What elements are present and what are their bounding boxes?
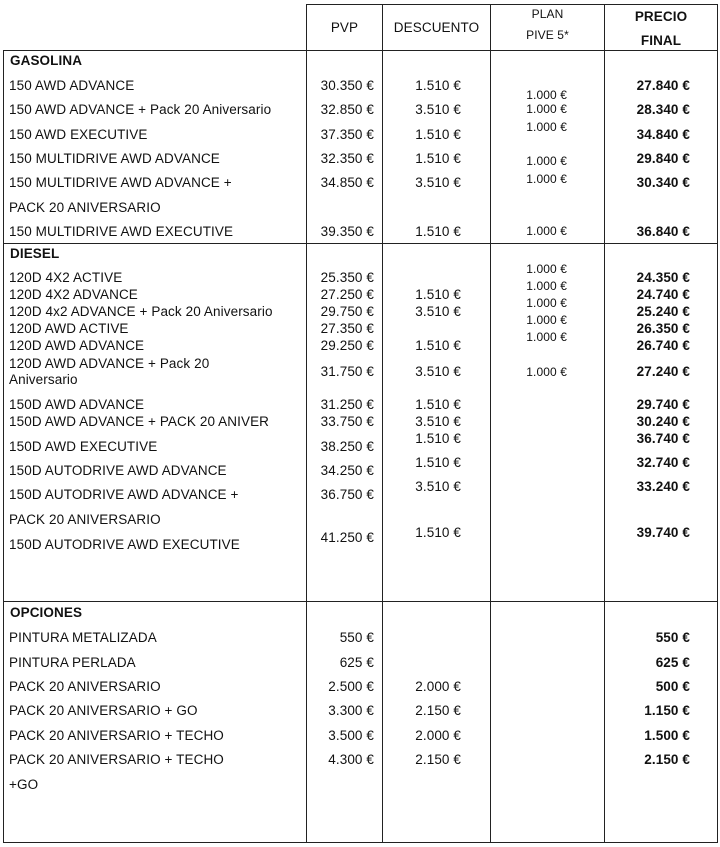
row-descuento: 3.510 € [415, 304, 461, 319]
row-model: 150 AWD ADVANCE + Pack 20 Aniversario [9, 102, 272, 117]
row-pvp: 25.350 € [320, 270, 374, 285]
row-precio-final: 32.740 € [636, 455, 690, 470]
section-title-gasolina: GASOLINA [10, 53, 83, 68]
row-descuento: 1.510 € [415, 525, 461, 540]
row-descuento: 3.510 € [415, 175, 461, 190]
row-plan-pive: 1.000 € [526, 296, 567, 310]
row-model: 120D 4X2 ADVANCE [9, 287, 138, 302]
row-model: PINTURA METALIZADA [9, 630, 157, 645]
row-model: 150D AWD ADVANCE + PACK 20 ANIVER [9, 414, 270, 429]
row-pvp: 27.350 € [320, 321, 374, 336]
row-descuento: 2.150 € [415, 703, 461, 718]
header-plan-line1: PLAN [531, 7, 564, 21]
row-precio-final: 625 € [655, 655, 690, 670]
row-descuento: 1.510 € [415, 224, 461, 239]
row-precio-final: 33.240 € [636, 479, 690, 494]
row-pvp: 38.250 € [320, 439, 374, 454]
row-pvp: 3.300 € [328, 703, 374, 718]
row-pvp: 29.250 € [320, 338, 374, 353]
row-model: PINTURA PERLADA [9, 655, 136, 670]
row-descuento: 1.510 € [415, 431, 461, 446]
row-plan-pive: 1.000 € [526, 365, 567, 379]
row-precio-final: 29.840 € [636, 151, 690, 166]
row-pvp: 29.750 € [320, 304, 374, 319]
header-plan-line2: PIVE 5* [526, 28, 569, 42]
row-model: 120D AWD ADVANCE [9, 338, 145, 353]
row-pvp: 39.350 € [320, 224, 374, 239]
row-precio-final: 36.840 € [636, 224, 690, 239]
row-plan-pive: 1.000 € [526, 172, 567, 186]
grid-line-top [306, 4, 718, 5]
row-pvp: 37.350 € [320, 127, 374, 142]
row-pvp: 32.850 € [320, 102, 374, 117]
row-pvp: 30.350 € [320, 78, 374, 93]
row-precio-final: 25.240 € [636, 304, 690, 319]
row-model: 120D AWD ACTIVE [9, 321, 129, 336]
row-descuento: 3.510 € [415, 364, 461, 379]
row-descuento: 1.510 € [415, 127, 461, 142]
row-plan-pive: 1.000 € [526, 120, 567, 134]
row-pvp: 31.250 € [320, 397, 374, 412]
row-plan-pive: 1.000 € [526, 224, 567, 238]
row-plan-pive: 1.000 € [526, 330, 567, 344]
row-plan-pive: 1.000 € [526, 154, 567, 168]
row-model-continued: +GO [9, 777, 39, 792]
row-descuento: 3.510 € [415, 102, 461, 117]
row-plan-pive: 1.000 € [526, 88, 567, 102]
row-precio-final: 1.150 € [644, 703, 690, 718]
row-precio-final: 24.350 € [636, 270, 690, 285]
row-pvp: 4.300 € [328, 752, 374, 767]
row-precio-final: 27.840 € [636, 78, 690, 93]
grid-line-diesel-bottom [3, 601, 718, 602]
row-descuento: 2.000 € [415, 679, 461, 694]
row-precio-final: 29.740 € [636, 397, 690, 412]
row-model: 150 MULTIDRIVE AWD ADVANCE [9, 151, 220, 166]
row-descuento: 3.510 € [415, 414, 461, 429]
row-model-continued: PACK 20 ANIVERSARIO [9, 512, 161, 527]
row-precio-final: 26.350 € [636, 321, 690, 336]
row-precio-final: 39.740 € [636, 525, 690, 540]
row-pvp: 2.500 € [328, 679, 374, 694]
row-model: PACK 20 ANIVERSARIO + TECHO [9, 728, 224, 743]
grid-line-header-bottom [3, 50, 718, 51]
row-precio-final: 36.740 € [636, 431, 690, 446]
row-descuento: 1.510 € [415, 287, 461, 302]
row-model-continued: PACK 20 ANIVERSARIO [9, 200, 161, 215]
row-model: 150 MULTIDRIVE AWD ADVANCE + [9, 175, 232, 190]
header-precio-line1: PRECIO [634, 9, 688, 24]
row-model: 150 AWD ADVANCE [9, 78, 135, 93]
row-model: 150 AWD EXECUTIVE [9, 127, 148, 142]
row-plan-pive: 1.000 € [526, 279, 567, 293]
section-title-opciones: OPCIONES [10, 605, 83, 620]
row-descuento: 1.510 € [415, 397, 461, 412]
row-pvp: 3.500 € [328, 728, 374, 743]
grid-line-gasolina-bottom [3, 243, 718, 244]
row-precio-final: 30.240 € [636, 414, 690, 429]
grid-line-bottom [3, 842, 718, 843]
row-precio-final: 27.240 € [636, 364, 690, 379]
row-model: 150D AWD ADVANCE [9, 397, 145, 412]
row-pvp: 41.250 € [320, 530, 374, 545]
row-model: 150D AUTODRIVE AWD ADVANCE [9, 463, 227, 478]
row-precio-final: 30.340 € [636, 175, 690, 190]
row-precio-final: 1.500 € [644, 728, 690, 743]
row-descuento: 2.000 € [415, 728, 461, 743]
row-descuento: 1.510 € [415, 338, 461, 353]
row-pvp: 32.350 € [320, 151, 374, 166]
row-precio-final: 28.340 € [636, 102, 690, 117]
row-pvp: 34.850 € [320, 175, 374, 190]
row-descuento: 2.150 € [415, 752, 461, 767]
header-descuento: DESCUENTO [393, 20, 480, 35]
row-model: 120D AWD ADVANCE + Pack 20 [9, 356, 210, 371]
header-pvp: PVP [330, 20, 359, 35]
row-descuento: 3.510 € [415, 479, 461, 494]
row-precio-final: 34.840 € [636, 127, 690, 142]
row-pvp: 36.750 € [320, 487, 374, 502]
row-pvp: 34.250 € [320, 463, 374, 478]
row-plan-pive: 1.000 € [526, 262, 567, 276]
row-precio-final: 550 € [655, 630, 690, 645]
row-model-continued: Aniversario [9, 372, 78, 387]
row-pvp: 27.250 € [320, 287, 374, 302]
row-pvp: 31.750 € [320, 364, 374, 379]
row-model: 120D 4x2 ADVANCE + Pack 20 Aniversario [9, 304, 273, 319]
row-precio-final: 2.150 € [644, 752, 690, 767]
row-model: 150D AUTODRIVE AWD EXECUTIVE [9, 537, 240, 552]
grid-line-left [3, 50, 4, 843]
row-pvp: 33.750 € [320, 414, 374, 429]
row-precio-final: 26.740 € [636, 338, 690, 353]
row-plan-pive: 1.000 € [526, 102, 567, 116]
row-model: 150D AUTODRIVE AWD ADVANCE + [9, 487, 239, 502]
row-precio-final: 500 € [655, 679, 690, 694]
row-pvp: 550 € [339, 630, 374, 645]
row-model: 150 MULTIDRIVE AWD EXECUTIVE [9, 224, 234, 239]
row-descuento: 1.510 € [415, 151, 461, 166]
section-title-diesel: DIESEL [10, 246, 60, 261]
header-precio-line2: FINAL [640, 33, 682, 48]
grid-line-right [717, 4, 718, 843]
row-model: PACK 20 ANIVERSARIO [9, 679, 161, 694]
row-precio-final: 24.740 € [636, 287, 690, 302]
row-descuento: 1.510 € [415, 455, 461, 470]
row-model: 120D 4X2 ACTIVE [9, 270, 123, 285]
row-plan-pive: 1.000 € [526, 313, 567, 327]
row-model: PACK 20 ANIVERSARIO + GO [9, 703, 198, 718]
row-model: PACK 20 ANIVERSARIO + TECHO [9, 752, 224, 767]
row-model: 150D AWD EXECUTIVE [9, 439, 158, 454]
row-pvp: 625 € [339, 655, 374, 670]
row-descuento: 1.510 € [415, 78, 461, 93]
